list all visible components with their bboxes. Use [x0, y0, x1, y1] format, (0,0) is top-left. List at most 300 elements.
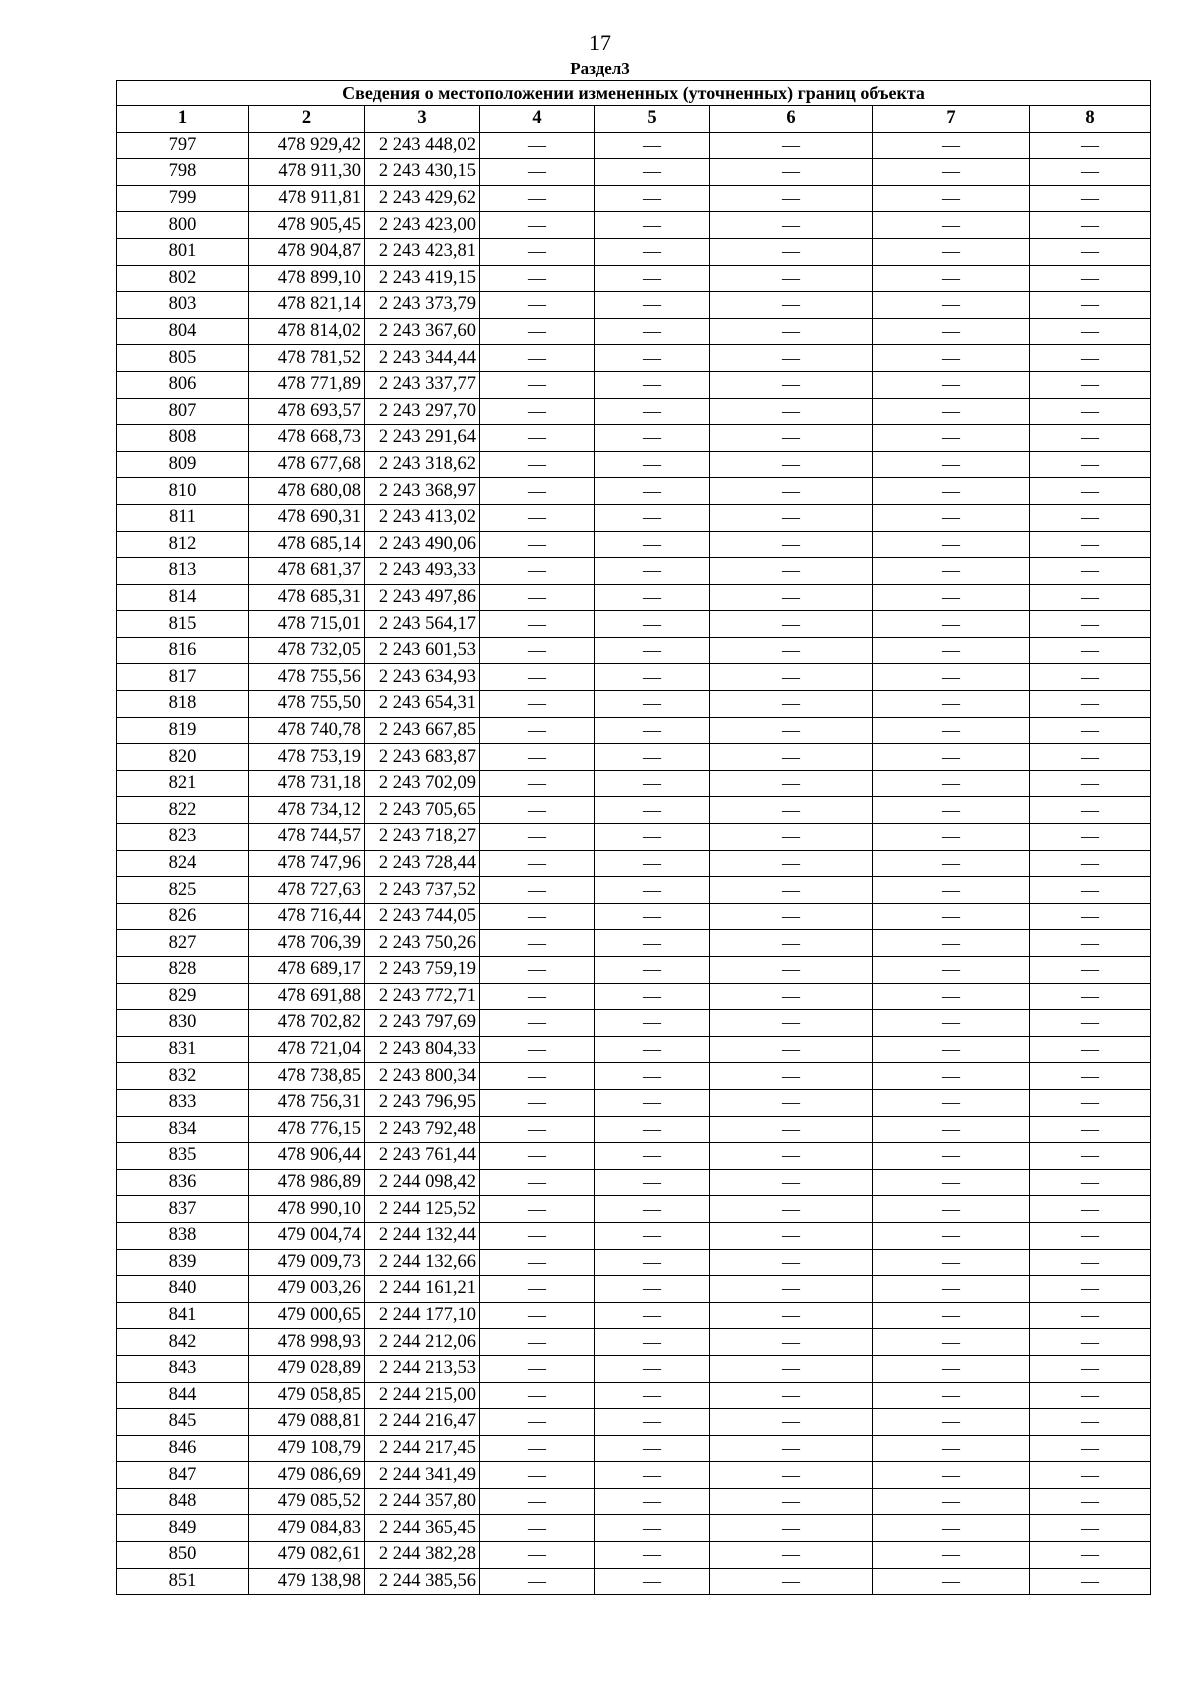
empty-value-cell: — [1030, 1169, 1151, 1196]
x-coordinate-cell: 478 771,89 [249, 371, 365, 398]
x-coordinate-cell: 478 727,63 [249, 877, 365, 904]
empty-value-cell: — [710, 1568, 873, 1595]
empty-value-cell: — [1030, 1515, 1151, 1542]
empty-value-cell: — [595, 1169, 710, 1196]
point-number-cell: 825 [117, 877, 249, 904]
empty-value-cell: — [1030, 1276, 1151, 1303]
empty-value-cell: — [710, 1196, 873, 1223]
empty-value-cell: — [480, 531, 595, 558]
y-coordinate-cell: 2 243 367,60 [365, 318, 480, 345]
table-row [117, 664, 1151, 691]
point-number-cell: 829 [117, 983, 249, 1010]
empty-value-cell: — [710, 1515, 873, 1542]
empty-value-cell: — [480, 1329, 595, 1356]
empty-value-cell: — [1030, 664, 1151, 691]
empty-value-cell: — [1030, 1409, 1151, 1436]
empty-value-cell: — [1030, 744, 1151, 771]
empty-value-cell: — [480, 398, 595, 425]
table-row [117, 797, 1151, 824]
point-number-cell: 823 [117, 824, 249, 851]
empty-value-cell: — [710, 957, 873, 984]
y-coordinate-cell: 2 243 759,19 [365, 957, 480, 984]
table-row [117, 451, 1151, 478]
empty-value-cell: — [873, 238, 1030, 265]
empty-value-cell: — [710, 451, 873, 478]
table-body [117, 132, 1151, 1595]
table-row [117, 903, 1151, 930]
empty-value-cell: — [873, 398, 1030, 425]
empty-value-cell: — [480, 292, 595, 319]
empty-value-cell: — [873, 903, 1030, 930]
empty-value-cell: — [710, 292, 873, 319]
empty-value-cell: — [480, 345, 595, 372]
y-coordinate-cell: 2 243 423,00 [365, 212, 480, 239]
y-coordinate-cell: 2 244 132,66 [365, 1249, 480, 1276]
point-number-cell: 826 [117, 903, 249, 930]
x-coordinate-cell: 478 734,12 [249, 797, 365, 824]
x-coordinate-cell: 478 685,14 [249, 531, 365, 558]
empty-value-cell: — [873, 717, 1030, 744]
column-header: 4 [480, 106, 595, 133]
point-number-cell: 837 [117, 1196, 249, 1223]
empty-value-cell: — [480, 797, 595, 824]
x-coordinate-cell: 479 058,85 [249, 1382, 365, 1409]
empty-value-cell: — [873, 637, 1030, 664]
x-coordinate-cell: 478 990,10 [249, 1196, 365, 1223]
x-coordinate-cell: 479 003,26 [249, 1276, 365, 1303]
empty-value-cell: — [873, 1355, 1030, 1382]
point-number-cell: 799 [117, 185, 249, 212]
empty-value-cell: — [710, 1276, 873, 1303]
empty-value-cell: — [873, 1116, 1030, 1143]
point-number-cell: 809 [117, 451, 249, 478]
x-coordinate-cell: 479 028,89 [249, 1355, 365, 1382]
x-coordinate-cell: 478 781,52 [249, 345, 365, 372]
empty-value-cell: — [710, 478, 873, 505]
y-coordinate-cell: 2 243 718,27 [365, 824, 480, 851]
empty-value-cell: — [480, 265, 595, 292]
point-number-cell: 813 [117, 558, 249, 585]
empty-value-cell: — [595, 717, 710, 744]
empty-value-cell: — [873, 159, 1030, 186]
empty-value-cell: — [480, 877, 595, 904]
x-coordinate-cell: 478 998,93 [249, 1329, 365, 1356]
point-number-cell: 851 [117, 1568, 249, 1595]
point-number-cell: 801 [117, 238, 249, 265]
empty-value-cell: — [710, 398, 873, 425]
y-coordinate-cell: 2 243 744,05 [365, 903, 480, 930]
x-coordinate-cell: 478 755,56 [249, 664, 365, 691]
x-coordinate-cell: 478 753,19 [249, 744, 365, 771]
empty-value-cell: — [873, 1302, 1030, 1329]
empty-value-cell: — [710, 1488, 873, 1515]
y-coordinate-cell: 2 243 601,53 [365, 637, 480, 664]
empty-value-cell: — [710, 1302, 873, 1329]
empty-value-cell: — [710, 1063, 873, 1090]
column-header: 1 [117, 106, 249, 133]
coordinates-table [116, 80, 1151, 1595]
empty-value-cell: — [873, 850, 1030, 877]
empty-value-cell: — [873, 371, 1030, 398]
empty-value-cell: — [595, 1010, 710, 1037]
empty-value-cell: — [480, 185, 595, 212]
point-number-cell: 798 [117, 159, 249, 186]
empty-value-cell: — [1030, 345, 1151, 372]
y-coordinate-cell: 2 243 564,17 [365, 611, 480, 638]
empty-value-cell: — [595, 558, 710, 585]
point-number-cell: 846 [117, 1435, 249, 1462]
y-coordinate-cell: 2 243 683,87 [365, 744, 480, 771]
point-number-cell: 841 [117, 1302, 249, 1329]
empty-value-cell: — [873, 1222, 1030, 1249]
table-row [117, 159, 1151, 186]
empty-value-cell: — [480, 1568, 595, 1595]
point-number-cell: 811 [117, 504, 249, 531]
empty-value-cell: — [480, 1542, 595, 1569]
empty-value-cell: — [595, 611, 710, 638]
empty-value-cell: — [480, 504, 595, 531]
empty-value-cell: — [710, 930, 873, 957]
empty-value-cell: — [873, 770, 1030, 797]
empty-value-cell: — [873, 1063, 1030, 1090]
empty-value-cell: — [1030, 1089, 1151, 1116]
table-row [117, 611, 1151, 638]
point-number-cell: 838 [117, 1222, 249, 1249]
empty-value-cell: — [873, 1435, 1030, 1462]
empty-value-cell: — [1030, 1222, 1151, 1249]
empty-value-cell: — [710, 824, 873, 851]
table-row [117, 1089, 1151, 1116]
table-row [117, 584, 1151, 611]
y-coordinate-cell: 2 243 797,69 [365, 1010, 480, 1037]
empty-value-cell: — [873, 1036, 1030, 1063]
empty-value-cell: — [595, 265, 710, 292]
y-coordinate-cell: 2 243 772,71 [365, 983, 480, 1010]
empty-value-cell: — [710, 159, 873, 186]
empty-value-cell: — [1030, 983, 1151, 1010]
empty-value-cell: — [710, 531, 873, 558]
empty-value-cell: — [595, 637, 710, 664]
empty-value-cell: — [480, 1196, 595, 1223]
empty-value-cell: — [1030, 770, 1151, 797]
empty-value-cell: — [710, 1462, 873, 1489]
empty-value-cell: — [1030, 1143, 1151, 1170]
y-coordinate-cell: 2 243 800,34 [365, 1063, 480, 1090]
page-number: 17 [589, 30, 611, 55]
x-coordinate-cell: 478 685,31 [249, 584, 365, 611]
table-row [117, 531, 1151, 558]
point-number-cell: 805 [117, 345, 249, 372]
empty-value-cell: — [595, 1089, 710, 1116]
empty-value-cell: — [595, 1462, 710, 1489]
table-row [117, 1222, 1151, 1249]
empty-value-cell: — [595, 903, 710, 930]
empty-value-cell: — [873, 1169, 1030, 1196]
x-coordinate-cell: 478 706,39 [249, 930, 365, 957]
point-number-cell: 800 [117, 212, 249, 239]
table-row [117, 983, 1151, 1010]
table-row [117, 504, 1151, 531]
empty-value-cell: — [873, 1276, 1030, 1303]
table-row [117, 1143, 1151, 1170]
empty-value-cell: — [480, 238, 595, 265]
table-caption: Сведения о местоположении измененных (уточненных) границ объекта [117, 81, 1151, 106]
x-coordinate-cell: 478 702,82 [249, 1010, 365, 1037]
empty-value-cell: — [595, 1249, 710, 1276]
empty-value-cell: — [710, 425, 873, 452]
table-row [117, 744, 1151, 771]
empty-value-cell: — [480, 1382, 595, 1409]
y-coordinate-cell: 2 244 177,10 [365, 1302, 480, 1329]
empty-value-cell: — [595, 451, 710, 478]
y-coordinate-cell: 2 244 132,44 [365, 1222, 480, 1249]
point-number-cell: 821 [117, 770, 249, 797]
empty-value-cell: — [710, 371, 873, 398]
table-row [117, 957, 1151, 984]
table-row [117, 1435, 1151, 1462]
y-coordinate-cell: 2 243 344,44 [365, 345, 480, 372]
x-coordinate-cell: 479 086,69 [249, 1462, 365, 1489]
empty-value-cell: — [480, 1515, 595, 1542]
empty-value-cell: — [873, 1329, 1030, 1356]
y-coordinate-cell: 2 243 448,02 [365, 132, 480, 159]
empty-value-cell: — [1030, 1568, 1151, 1595]
empty-value-cell: — [710, 132, 873, 159]
y-coordinate-cell: 2 244 125,52 [365, 1196, 480, 1223]
table-row [117, 318, 1151, 345]
empty-value-cell: — [595, 292, 710, 319]
empty-value-cell: — [1030, 1435, 1151, 1462]
point-number-cell: 840 [117, 1276, 249, 1303]
empty-value-cell: — [595, 850, 710, 877]
x-coordinate-cell: 478 904,87 [249, 238, 365, 265]
x-coordinate-cell: 479 108,79 [249, 1435, 365, 1462]
empty-value-cell: — [595, 398, 710, 425]
empty-value-cell: — [710, 1355, 873, 1382]
x-coordinate-cell: 478 677,68 [249, 451, 365, 478]
empty-value-cell: — [595, 345, 710, 372]
empty-value-cell: — [710, 877, 873, 904]
x-coordinate-cell: 478 716,44 [249, 903, 365, 930]
point-number-cell: 844 [117, 1382, 249, 1409]
point-number-cell: 850 [117, 1542, 249, 1569]
point-number-cell: 816 [117, 637, 249, 664]
table-row [117, 478, 1151, 505]
y-coordinate-cell: 2 244 385,56 [365, 1568, 480, 1595]
table-row [117, 212, 1151, 239]
point-number-cell: 835 [117, 1143, 249, 1170]
empty-value-cell: — [595, 983, 710, 1010]
empty-value-cell: — [595, 1409, 710, 1436]
empty-value-cell: — [1030, 877, 1151, 904]
empty-value-cell: — [1030, 1462, 1151, 1489]
point-number-cell: 804 [117, 318, 249, 345]
empty-value-cell: — [710, 1409, 873, 1436]
empty-value-cell: — [1030, 185, 1151, 212]
empty-value-cell: — [480, 212, 595, 239]
table-row [117, 877, 1151, 904]
empty-value-cell: — [595, 504, 710, 531]
table-row [117, 1276, 1151, 1303]
table-row [117, 637, 1151, 664]
x-coordinate-cell: 478 738,85 [249, 1063, 365, 1090]
empty-value-cell: — [873, 877, 1030, 904]
empty-value-cell: — [480, 1435, 595, 1462]
empty-value-cell: — [873, 664, 1030, 691]
empty-value-cell: — [1030, 1116, 1151, 1143]
empty-value-cell: — [710, 903, 873, 930]
table-row [117, 717, 1151, 744]
x-coordinate-cell: 478 681,37 [249, 558, 365, 585]
column-header: 7 [873, 106, 1030, 133]
empty-value-cell: — [480, 1302, 595, 1329]
y-coordinate-cell: 2 243 318,62 [365, 451, 480, 478]
empty-value-cell: — [873, 1196, 1030, 1223]
table-row [117, 132, 1151, 159]
empty-value-cell: — [710, 584, 873, 611]
point-number-cell: 833 [117, 1089, 249, 1116]
empty-value-cell: — [873, 451, 1030, 478]
table-row [117, 185, 1151, 212]
y-coordinate-cell: 2 243 413,02 [365, 504, 480, 531]
table-row [117, 238, 1151, 265]
empty-value-cell: — [710, 983, 873, 1010]
empty-value-cell: — [480, 691, 595, 718]
empty-value-cell: — [595, 1196, 710, 1223]
y-coordinate-cell: 2 243 702,09 [365, 770, 480, 797]
point-number-cell: 843 [117, 1355, 249, 1382]
empty-value-cell: — [710, 1329, 873, 1356]
empty-value-cell: — [1030, 238, 1151, 265]
empty-value-cell: — [710, 185, 873, 212]
x-coordinate-cell: 478 911,81 [249, 185, 365, 212]
empty-value-cell: — [1030, 504, 1151, 531]
point-number-cell: 831 [117, 1036, 249, 1063]
empty-value-cell: — [595, 824, 710, 851]
point-number-cell: 834 [117, 1116, 249, 1143]
point-number-cell: 847 [117, 1462, 249, 1489]
column-header: 8 [1030, 106, 1151, 133]
empty-value-cell: — [873, 1515, 1030, 1542]
x-coordinate-cell: 478 731,18 [249, 770, 365, 797]
empty-value-cell: — [1030, 1302, 1151, 1329]
empty-value-cell: — [595, 1488, 710, 1515]
point-number-cell: 819 [117, 717, 249, 744]
table-row [117, 1036, 1151, 1063]
empty-value-cell: — [480, 478, 595, 505]
y-coordinate-cell: 2 244 212,06 [365, 1329, 480, 1356]
table-row [117, 371, 1151, 398]
empty-value-cell: — [1030, 132, 1151, 159]
table-row [117, 930, 1151, 957]
empty-value-cell: — [480, 637, 595, 664]
y-coordinate-cell: 2 243 373,79 [365, 292, 480, 319]
table-row [117, 1409, 1151, 1436]
x-coordinate-cell: 479 009,73 [249, 1249, 365, 1276]
empty-value-cell: — [873, 132, 1030, 159]
point-number-cell: 832 [117, 1063, 249, 1090]
table-row [117, 1355, 1151, 1382]
table-row [117, 770, 1151, 797]
table-row [117, 265, 1151, 292]
empty-value-cell: — [873, 318, 1030, 345]
column-header: 5 [595, 106, 710, 133]
empty-value-cell: — [873, 930, 1030, 957]
table-row [117, 1329, 1151, 1356]
y-coordinate-cell: 2 244 213,53 [365, 1355, 480, 1382]
empty-value-cell: — [480, 1409, 595, 1436]
empty-value-cell: — [595, 159, 710, 186]
table-row [117, 345, 1151, 372]
y-coordinate-cell: 2 243 337,77 [365, 371, 480, 398]
point-number-cell: 803 [117, 292, 249, 319]
empty-value-cell: — [595, 371, 710, 398]
empty-value-cell: — [480, 957, 595, 984]
empty-value-cell: — [595, 1435, 710, 1462]
empty-value-cell: — [710, 1169, 873, 1196]
empty-value-cell: — [710, 1382, 873, 1409]
empty-value-cell: — [1030, 1329, 1151, 1356]
empty-value-cell: — [1030, 717, 1151, 744]
y-coordinate-cell: 2 244 098,42 [365, 1169, 480, 1196]
empty-value-cell: — [480, 1462, 595, 1489]
empty-value-cell: — [480, 903, 595, 930]
empty-value-cell: — [1030, 930, 1151, 957]
point-number-cell: 814 [117, 584, 249, 611]
x-coordinate-cell: 478 899,10 [249, 265, 365, 292]
empty-value-cell: — [480, 1169, 595, 1196]
x-coordinate-cell: 479 138,98 [249, 1568, 365, 1595]
x-coordinate-cell: 478 821,14 [249, 292, 365, 319]
table-row [117, 1249, 1151, 1276]
empty-value-cell: — [480, 1143, 595, 1170]
x-coordinate-cell: 478 905,45 [249, 212, 365, 239]
x-coordinate-cell: 478 732,05 [249, 637, 365, 664]
empty-value-cell: — [1030, 797, 1151, 824]
empty-value-cell: — [595, 132, 710, 159]
empty-value-cell: — [480, 1089, 595, 1116]
empty-value-cell: — [710, 345, 873, 372]
x-coordinate-cell: 478 814,02 [249, 318, 365, 345]
empty-value-cell: — [1030, 1488, 1151, 1515]
empty-value-cell: — [595, 1116, 710, 1143]
column-header-row [117, 106, 1151, 133]
empty-value-cell: — [595, 744, 710, 771]
y-coordinate-cell: 2 243 667,85 [365, 717, 480, 744]
x-coordinate-cell: 478 755,50 [249, 691, 365, 718]
empty-value-cell: — [595, 1222, 710, 1249]
empty-value-cell: — [710, 1222, 873, 1249]
empty-value-cell: — [480, 1036, 595, 1063]
x-coordinate-cell: 478 911,30 [249, 159, 365, 186]
column-header: 3 [365, 106, 480, 133]
empty-value-cell: — [1030, 1249, 1151, 1276]
y-coordinate-cell: 2 244 215,00 [365, 1382, 480, 1409]
empty-value-cell: — [873, 797, 1030, 824]
y-coordinate-cell: 2 243 634,93 [365, 664, 480, 691]
empty-value-cell: — [873, 504, 1030, 531]
x-coordinate-cell: 478 721,04 [249, 1036, 365, 1063]
empty-value-cell: — [595, 531, 710, 558]
y-coordinate-cell: 2 243 804,33 [365, 1036, 480, 1063]
empty-value-cell: — [595, 930, 710, 957]
x-coordinate-cell: 478 747,96 [249, 850, 365, 877]
empty-value-cell: — [480, 584, 595, 611]
empty-value-cell: — [595, 1063, 710, 1090]
empty-value-cell: — [595, 664, 710, 691]
empty-value-cell: — [1030, 265, 1151, 292]
table-row [117, 1568, 1151, 1595]
